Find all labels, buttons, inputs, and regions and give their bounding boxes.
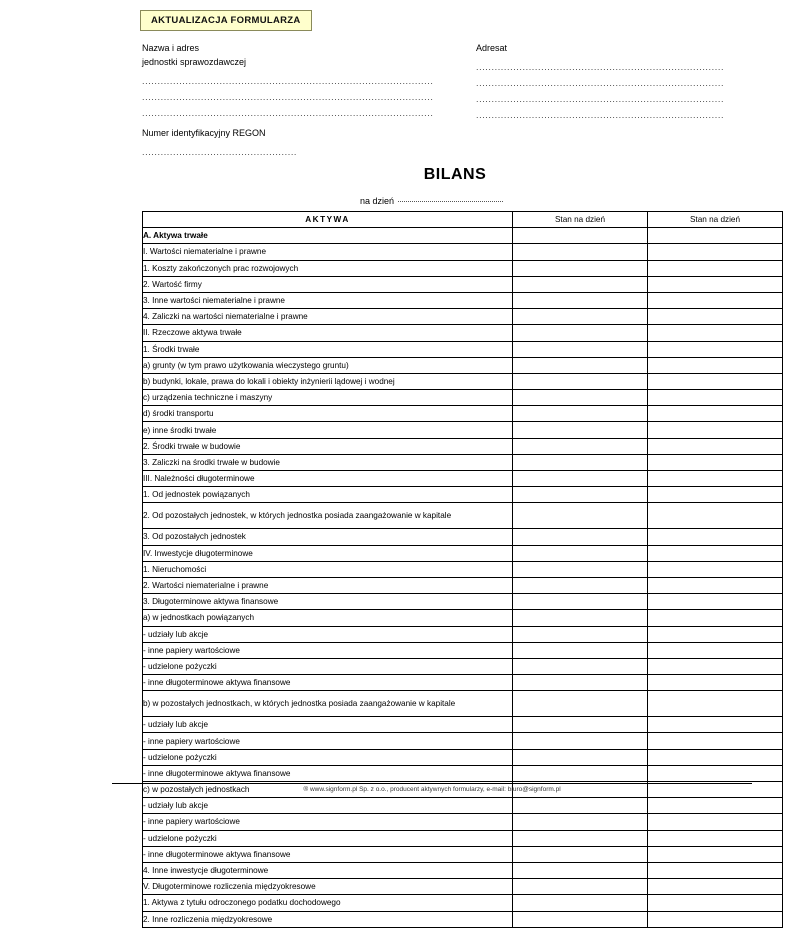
- table-row: [143, 911, 783, 927]
- update-form-banner[interactable]: AKTUALIZACJA FORMULARZA: [140, 10, 312, 31]
- table-row: [143, 341, 783, 357]
- row-value-previous[interactable]: [648, 390, 783, 406]
- row-value-previous[interactable]: [648, 642, 783, 658]
- row-value-current[interactable]: [513, 626, 648, 642]
- row-label: b) budynki, lokale, prawa do lokali i obiekty inżynierii lądowej i wodnej: [143, 373, 513, 389]
- table-row: [143, 545, 783, 561]
- row-value-previous[interactable]: [648, 895, 783, 911]
- row-label: a) w jednostkach powiązanych: [143, 610, 513, 626]
- company-name-label: Nazwa i adres: [142, 43, 200, 53]
- table-row: [143, 529, 783, 545]
- row-label: 1. Aktywa z tytułu odroczonego podatku dochodowego: [143, 895, 513, 911]
- table-row: [143, 577, 783, 593]
- table-row: [143, 642, 783, 658]
- column-header-date-1: Stan na dzień: [513, 212, 648, 228]
- row-value-current[interactable]: [513, 438, 648, 454]
- table-row: [143, 260, 783, 276]
- table-row: [143, 798, 783, 814]
- row-label: - udziały lub akcje: [143, 626, 513, 642]
- row-value-current[interactable]: [513, 487, 648, 503]
- table-header-row: [143, 212, 783, 228]
- row-value-previous[interactable]: [648, 545, 783, 561]
- row-value-current[interactable]: [513, 577, 648, 593]
- row-label: 1. Środki trwałe: [143, 341, 513, 357]
- company-line-3[interactable]: ..............................................................................................: [142, 108, 434, 117]
- row-label: 4. Inne inwestycje długoterminowe: [143, 862, 513, 878]
- column-header-aktywa: AKTYWA: [143, 212, 513, 228]
- row-value-current[interactable]: [513, 658, 648, 674]
- row-value-previous[interactable]: [648, 341, 783, 357]
- row-value-current[interactable]: [513, 862, 648, 878]
- row-value-current[interactable]: [513, 422, 648, 438]
- row-value-current[interactable]: [513, 341, 648, 357]
- row-label: 2. Inne rozliczenia międzyokresowe: [143, 911, 513, 927]
- row-label: - inne długoterminowe aktywa finansowe: [143, 675, 513, 691]
- row-value-previous[interactable]: [648, 879, 783, 895]
- row-value-current[interactable]: [513, 260, 648, 276]
- row-value-previous[interactable]: [648, 610, 783, 626]
- row-value-previous[interactable]: [648, 438, 783, 454]
- regon-line[interactable]: ..................................................: [142, 147, 298, 156]
- row-value-previous[interactable]: [648, 529, 783, 545]
- row-label: 2. Wartość firmy: [143, 276, 513, 292]
- table-row: [143, 658, 783, 674]
- row-label: III. Należności długoterminowe: [143, 471, 513, 487]
- row-value-previous[interactable]: [648, 830, 783, 846]
- row-value-current[interactable]: [513, 846, 648, 862]
- balance-sheet-table: [142, 211, 783, 928]
- as-of-date-input[interactable]: [398, 192, 503, 202]
- row-label: e) inne środki trwałe: [143, 422, 513, 438]
- row-label: 4. Zaliczki na wartości niematerialne i prawne: [143, 309, 513, 325]
- row-value-previous[interactable]: [648, 561, 783, 577]
- row-label: I. Wartości niematerialne i prawne: [143, 244, 513, 260]
- row-label: 2. Środki trwałe w budowie: [143, 438, 513, 454]
- table-row: [143, 471, 783, 487]
- row-value-current[interactable]: [513, 594, 648, 610]
- row-value-current[interactable]: [513, 390, 648, 406]
- row-value-previous[interactable]: [648, 228, 783, 244]
- row-value-current[interactable]: [513, 529, 648, 545]
- row-label: a) grunty (w tym prawo użytkowania wieczystego gruntu): [143, 357, 513, 373]
- row-value-current[interactable]: [513, 357, 648, 373]
- row-label: - inne papiery wartościowe: [143, 733, 513, 749]
- row-label: II. Rzeczowe aktywa trwałe: [143, 325, 513, 341]
- row-value-previous[interactable]: [648, 325, 783, 341]
- row-value-previous[interactable]: [648, 862, 783, 878]
- row-value-current[interactable]: [513, 691, 648, 717]
- addressee-line-4[interactable]: ................................................................................: [476, 110, 725, 119]
- row-value-current[interactable]: [513, 895, 648, 911]
- row-label: c) w pozostałych jednostkach: [143, 782, 513, 798]
- row-value-previous[interactable]: [648, 244, 783, 260]
- row-value-previous[interactable]: [648, 765, 783, 781]
- row-value-current[interactable]: [513, 406, 648, 422]
- row-value-current[interactable]: [513, 503, 648, 529]
- addressee-line-2[interactable]: ................................................................................: [476, 78, 725, 87]
- page-title: BILANS: [423, 166, 487, 183]
- table-row: [143, 626, 783, 642]
- table-row: [143, 814, 783, 830]
- row-value-current[interactable]: [513, 454, 648, 470]
- company-unit-label: jednostki sprawozdawczej: [142, 57, 247, 67]
- row-value-previous[interactable]: [648, 260, 783, 276]
- row-value-current[interactable]: [513, 830, 648, 846]
- row-value-current[interactable]: [513, 675, 648, 691]
- table-head: [143, 212, 783, 228]
- as-of-date-row: [30, 192, 770, 206]
- row-label: c) urządzenia techniczne i maszyny: [143, 390, 513, 406]
- row-value-current[interactable]: [513, 228, 648, 244]
- row-value-current[interactable]: [513, 471, 648, 487]
- addressee-line-1[interactable]: ................................................................................: [476, 62, 725, 71]
- row-value-current[interactable]: [513, 765, 648, 781]
- row-label: IV. Inwestycje długoterminowe: [143, 545, 513, 561]
- row-value-previous[interactable]: [648, 406, 783, 422]
- as-of-date-label: na dzień: [360, 196, 395, 206]
- row-label: 2. Wartości niematerialne i prawne: [143, 577, 513, 593]
- table-row: [143, 325, 783, 341]
- row-value-previous[interactable]: [648, 471, 783, 487]
- table-body: [143, 228, 783, 928]
- row-value-current[interactable]: [513, 911, 648, 927]
- row-value-previous[interactable]: [648, 292, 783, 308]
- footer-note: ® www.signform.pl Sp. z o.o., producent aktywnych formularzy, e-mail: biuro@signform.pl: [112, 783, 752, 793]
- addressee-line-3[interactable]: ................................................................................: [476, 94, 725, 103]
- table-row: [143, 610, 783, 626]
- row-value-previous[interactable]: [648, 422, 783, 438]
- row-value-current[interactable]: [513, 733, 648, 749]
- row-label: - udzielone pożyczki: [143, 658, 513, 674]
- row-value-previous[interactable]: [648, 626, 783, 642]
- table-row: [143, 561, 783, 577]
- table-row: [143, 691, 783, 717]
- company-line-2[interactable]: ..............................................................................................: [142, 92, 434, 101]
- row-value-current[interactable]: [513, 610, 648, 626]
- form-header: [30, 41, 770, 156]
- row-label: - udzielone pożyczki: [143, 749, 513, 765]
- row-label: - udziały lub akcje: [143, 717, 513, 733]
- row-label: 1. Od jednostek powiązanych: [143, 487, 513, 503]
- row-value-current[interactable]: [513, 717, 648, 733]
- row-value-current[interactable]: [513, 309, 648, 325]
- header-right-block: [476, 41, 726, 156]
- row-label: - udziały lub akcje: [143, 798, 513, 814]
- row-value-previous[interactable]: [648, 798, 783, 814]
- table-row: [143, 309, 783, 325]
- table-row: [143, 733, 783, 749]
- row-value-previous[interactable]: [648, 749, 783, 765]
- row-value-current[interactable]: [513, 373, 648, 389]
- table-row: [143, 594, 783, 610]
- row-value-current[interactable]: [513, 798, 648, 814]
- row-label: 1. Nieruchomości: [143, 561, 513, 577]
- row-label: - inne papiery wartościowe: [143, 642, 513, 658]
- row-value-current[interactable]: [513, 814, 648, 830]
- row-label: 3. Inne wartości niematerialne i prawne: [143, 292, 513, 308]
- row-value-previous[interactable]: [648, 373, 783, 389]
- table-row: [143, 390, 783, 406]
- table-row: [143, 276, 783, 292]
- table-row: [143, 765, 783, 781]
- table-row: [143, 357, 783, 373]
- row-value-previous[interactable]: [648, 675, 783, 691]
- table-row: [143, 244, 783, 260]
- row-value-current[interactable]: [513, 325, 648, 341]
- row-label: A. Aktywa trwałe: [143, 228, 513, 244]
- table-row: [143, 228, 783, 244]
- row-value-current[interactable]: [513, 545, 648, 561]
- table-row: [143, 454, 783, 470]
- row-value-previous[interactable]: [648, 911, 783, 927]
- row-value-previous[interactable]: [648, 357, 783, 373]
- table-row: [143, 422, 783, 438]
- table-row: [143, 749, 783, 765]
- table-row: [143, 846, 783, 862]
- row-label: 3. Zaliczki na środki trwałe w budowie: [143, 454, 513, 470]
- table-row: [143, 438, 783, 454]
- table-row: [143, 292, 783, 308]
- regon-label: Numer identyfikacyjny REGON: [142, 128, 266, 138]
- row-value-previous[interactable]: [648, 658, 783, 674]
- row-label: V. Długoterminowe rozliczenia międzyokresowe: [143, 879, 513, 895]
- row-value-previous[interactable]: [648, 577, 783, 593]
- row-value-current[interactable]: [513, 276, 648, 292]
- table-row: [143, 675, 783, 691]
- row-value-previous[interactable]: [648, 276, 783, 292]
- row-value-current[interactable]: [513, 642, 648, 658]
- row-value-previous[interactable]: [648, 691, 783, 717]
- row-label: b) w pozostałych jednostkach, w których jednostka posiada zaangażowanie w kapitale: [143, 691, 513, 717]
- table-row: [143, 487, 783, 503]
- column-header-date-2: Stan na dzień: [648, 212, 783, 228]
- row-value-current[interactable]: [513, 244, 648, 260]
- row-label: 2. Od pozostałych jednostek, w których jednostka posiada zaangażowanie w kapitale: [143, 503, 513, 529]
- row-value-previous[interactable]: [648, 733, 783, 749]
- row-value-previous[interactable]: [648, 487, 783, 503]
- table-row: [143, 879, 783, 895]
- table-row: [143, 717, 783, 733]
- row-value-current[interactable]: [513, 561, 648, 577]
- row-label: 3. Długoterminowe aktywa finansowe: [143, 594, 513, 610]
- row-value-previous[interactable]: [648, 309, 783, 325]
- row-value-previous[interactable]: [648, 717, 783, 733]
- row-label: - inne długoterminowe aktywa finansowe: [143, 846, 513, 862]
- company-line-1[interactable]: ..............................................................................................: [142, 76, 434, 85]
- row-label: - inne papiery wartościowe: [143, 814, 513, 830]
- addressee-label: Adresat: [476, 43, 508, 53]
- row-label: 1. Koszty zakończonych prac rozwojowych: [143, 260, 513, 276]
- row-label: - inne długoterminowe aktywa finansowe: [143, 765, 513, 781]
- banner-row: [140, 10, 770, 31]
- table-row: [143, 406, 783, 422]
- table-row: [143, 373, 783, 389]
- table-row: [143, 830, 783, 846]
- row-value-previous[interactable]: [648, 846, 783, 862]
- row-value-previous[interactable]: [648, 814, 783, 830]
- row-value-previous[interactable]: [648, 594, 783, 610]
- row-label: - udzielone pożyczki: [143, 830, 513, 846]
- row-label: d) środki transportu: [143, 406, 513, 422]
- row-label: 3. Od pozostałych jednostek: [143, 529, 513, 545]
- row-value-current[interactable]: [513, 879, 648, 895]
- table-row: [143, 862, 783, 878]
- table-row: [143, 503, 783, 529]
- row-value-previous[interactable]: [648, 454, 783, 470]
- row-value-current[interactable]: [513, 749, 648, 765]
- table-row: [143, 895, 783, 911]
- row-value-previous[interactable]: [648, 503, 783, 529]
- row-value-current[interactable]: [513, 292, 648, 308]
- header-left-block: [142, 41, 442, 156]
